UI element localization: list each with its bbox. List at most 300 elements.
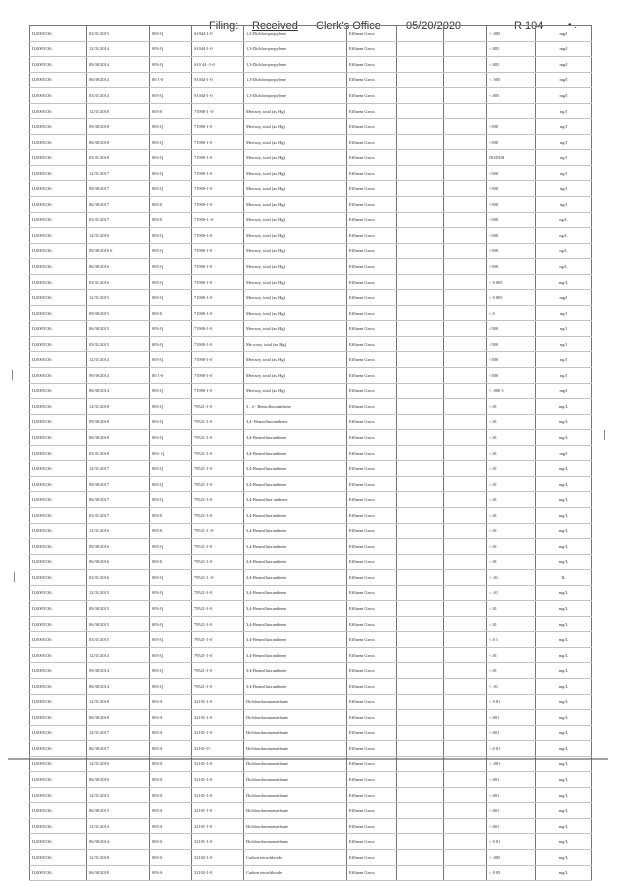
outfall-cell: 003-0 xyxy=(150,305,192,321)
monitoring-location-cell: Effluent Gross xyxy=(347,368,397,384)
permit-number-cell: IL0005136 xyxy=(30,570,87,586)
reported-value-cell: <.01 xyxy=(487,445,536,461)
monitoring-location-cell: Effluent Gross xyxy=(347,756,397,772)
parameter-code-cell: 71900-1-0 xyxy=(192,305,244,321)
permit-number-cell: IL0005136 xyxy=(30,352,87,368)
outfall-cell: 003-Q xyxy=(150,461,192,477)
permit-number-cell: IL0005136 xyxy=(30,476,87,492)
units-cell: mg/L xyxy=(536,632,592,648)
monitoring-location-cell: Effluent Gross xyxy=(347,849,397,865)
reported-value-cell: <500 xyxy=(487,165,536,181)
outfall-cell: 00 1-0 xyxy=(150,368,192,384)
parameter-code-cell: 32101-1-0 xyxy=(192,834,244,850)
parameter-name-cell: Mercury, total (as Hg) xyxy=(244,150,347,166)
blank-column-a-cell xyxy=(397,243,444,259)
permit-number-cell: IL0005136 xyxy=(30,818,87,834)
reported-value-cell: <.01 xyxy=(487,507,536,523)
parameter-name-cell: 1,3-Dichloropropylene xyxy=(244,88,347,104)
parameter-name-cell: Mercury, total (as Hg) xyxy=(244,321,347,337)
monitoring-location-cell: Effluent Gross xyxy=(347,492,397,508)
monitoring-location-cell: Effluent Gross xyxy=(347,228,397,244)
outfall-cell: 003-S xyxy=(150,865,192,881)
units-cell: mg/l xyxy=(536,445,592,461)
parameter-name-cell: Mercury, total (as Hg) xyxy=(244,290,347,306)
reported-value-cell: <500 xyxy=(487,336,536,352)
permit-number-cell: IL0005136 xyxy=(30,647,87,663)
monitoring-period-end-cell: 06/30/2018 xyxy=(87,134,150,150)
reported-value-cell: <.01 xyxy=(487,647,536,663)
parameter-name-cell: Mercury, total (as Hg) xyxy=(244,165,347,181)
reported-value-cell: <.001 xyxy=(487,725,536,741)
permit-number-cell: IL0005136 xyxy=(30,399,87,415)
table-row xyxy=(30,383,592,399)
monitoring-location-cell: Effluent Gross xyxy=(347,585,397,601)
blank-column-a-cell xyxy=(397,399,444,415)
parameter-code-cell: 71900-1-0 xyxy=(192,368,244,384)
reported-value-cell: < .01 xyxy=(487,570,536,586)
monitoring-period-end-cell: 09/30/2016 6 xyxy=(87,243,150,259)
monitoring-location-cell: Effluent Gross xyxy=(347,41,397,57)
blank-column-a-cell xyxy=(397,430,444,446)
table-row xyxy=(30,710,592,726)
permit-number-cell: IL0005136 xyxy=(30,274,87,290)
permit-number-cell: IL0005136 xyxy=(30,787,87,803)
parameter-name-cell: Mercury, total (as Hg) xyxy=(244,305,347,321)
table-row xyxy=(30,134,592,150)
outfall-cell: 003-0 xyxy=(150,212,192,228)
reported-value-cell: <.005 xyxy=(487,88,536,104)
parameter-code-cell: 79521-1-0 xyxy=(192,539,244,555)
monitoring-location-cell: Effluent Gross xyxy=(347,399,397,415)
units-cell: ng/l xyxy=(536,134,592,150)
table-row xyxy=(30,181,592,197)
monitoring-period-end-cell: 06/30/2014 xyxy=(87,72,150,88)
blank-column-a-cell xyxy=(397,119,444,135)
outfall-cell: 003-Q xyxy=(150,632,192,648)
reported-value-cell: <.001 xyxy=(487,787,536,803)
blank-column-b-cell xyxy=(444,741,487,757)
monitoring-period-end-cell: 12/31/2017 xyxy=(87,165,150,181)
parameter-code-cell: 79521-1-0 xyxy=(192,445,244,461)
parameter-code-cell: 32101-1-0 xyxy=(192,756,244,772)
parameter-code-cell: 79521-1-0 xyxy=(192,554,244,570)
parameter-name-cell: Mercury, total (as Hg) xyxy=(244,368,347,384)
outfall-cell: 003-Q xyxy=(150,601,192,617)
reported-value-cell: <.001 xyxy=(487,710,536,726)
monitoring-period-end-cell: 12/31/2016 xyxy=(87,228,150,244)
monitoring-period-end-cell: 12/31/2017 xyxy=(87,725,150,741)
table-row xyxy=(30,165,592,181)
parameter-code-cell: 32101-1-0 xyxy=(192,725,244,741)
blank-column-b-cell xyxy=(444,243,487,259)
blank-column-b-cell xyxy=(444,554,487,570)
monitoring-period-end-cell: 03/31/2015 xyxy=(87,336,150,352)
monitoring-location-cell: Effluent Gross xyxy=(347,259,397,275)
parameter-name-cell: Dichlorobromomethane xyxy=(244,741,347,757)
monitoring-location-cell: Effluent Gross xyxy=(347,352,397,368)
blank-column-b-cell xyxy=(444,507,487,523)
table-row xyxy=(30,243,592,259)
monitoring-location-cell: Effluent Gross xyxy=(347,150,397,166)
blank-column-a-cell xyxy=(397,647,444,663)
monitoring-period-end-cell: 06/30/2018 xyxy=(87,710,150,726)
permit-number-cell: IL0005136 xyxy=(30,134,87,150)
monitoring-location-cell: Effluent Gross xyxy=(347,57,397,73)
monitoring-period-end-cell: 09/30/2015 xyxy=(87,601,150,617)
table-row xyxy=(30,41,592,57)
blank-column-a-cell xyxy=(397,259,444,275)
blank-column-b-cell xyxy=(444,585,487,601)
monitoring-location-cell: Effluent Gross xyxy=(347,336,397,352)
blank-column-a-cell xyxy=(397,632,444,648)
monitoring-period-end-cell: 12/31/2015 xyxy=(87,585,150,601)
blank-column-a-cell xyxy=(397,305,444,321)
reported-value-cell: <.0 1 xyxy=(487,632,536,648)
table-row xyxy=(30,72,592,88)
blank-column-b-cell xyxy=(444,336,487,352)
monitoring-location-cell: Effluent Gross xyxy=(347,741,397,757)
parameter-code-cell: S1044-1-0 xyxy=(192,88,244,104)
table-row xyxy=(30,849,592,865)
units-cell: ng/L xyxy=(536,212,592,228)
blank-column-b-cell xyxy=(444,197,487,213)
units-cell: mg/L xyxy=(536,787,592,803)
parameter-code-cell: 32101-1-0 xyxy=(192,694,244,710)
blank-column-a-cell xyxy=(397,290,444,306)
permit-number-cell: IL0005136 xyxy=(30,694,87,710)
permit-number-cell: IL0005136 xyxy=(30,368,87,384)
parameter-name-cell: 3,4-Benzofluoranthene xyxy=(244,476,347,492)
monitoring-period-end-cell: 06/30/2018 xyxy=(87,430,150,446)
parameter-name-cell: 3,4-Benzofluoranthene xyxy=(244,570,347,586)
units-cell: mg/L xyxy=(536,616,592,632)
scan-edge-mark xyxy=(604,430,608,440)
blank-column-a-cell xyxy=(397,694,444,710)
blank-column-a-cell xyxy=(397,41,444,57)
parameter-code-cell: 32101-1-0 xyxy=(192,710,244,726)
permit-number-cell: IL0005136 xyxy=(30,228,87,244)
units-cell: mg/L xyxy=(536,694,592,710)
blank-column-a-cell xyxy=(397,165,444,181)
table-row xyxy=(30,741,592,757)
monitoring-period-end-cell: 06/30/2014 xyxy=(87,383,150,399)
parameter-code-cell: 79521-1 -0 xyxy=(192,570,244,586)
table-row xyxy=(30,445,592,461)
blank-column-b-cell xyxy=(444,134,487,150)
units-cell: ng/l xyxy=(536,352,592,368)
parameter-code-cell: 79521-1-0 xyxy=(192,430,244,446)
table-row xyxy=(30,585,592,601)
parameter-code-cell: 32102-1-0 xyxy=(192,849,244,865)
parameter-code-cell: 32101-1-0 xyxy=(192,772,244,788)
reported-value-cell: <.01 xyxy=(487,539,536,555)
parameter-name-cell: Mercury, total (as Hg) xyxy=(244,119,347,135)
blank-column-a-cell xyxy=(397,507,444,523)
outfall-cell: 003-Q xyxy=(150,570,192,586)
monitoring-location-cell: Effluent Gross xyxy=(347,72,397,88)
blank-column-b-cell xyxy=(444,678,487,694)
monitoring-period-end-cell: 09/30/2017 xyxy=(87,476,150,492)
parameter-code-cell: 71900-1-0 xyxy=(192,321,244,337)
monitoring-period-end-cell: 09/30/2015 xyxy=(87,305,150,321)
monitoring-period-end-cell: 12/31/2016 xyxy=(87,756,150,772)
outfall-cell: 003-Q xyxy=(150,352,192,368)
outfall-cell: 003-Q xyxy=(150,88,192,104)
blank-column-a-cell xyxy=(397,834,444,850)
permit-number-cell: IL0005136 xyxy=(30,336,87,352)
monitoring-location-cell: Effluent Gross xyxy=(347,445,397,461)
parameter-name-cell: Mercury, total (as Hg) xyxy=(244,274,347,290)
blank-column-a-cell xyxy=(397,492,444,508)
table-row xyxy=(30,694,592,710)
units-cell: mg/L xyxy=(536,818,592,834)
monitoring-period-end-cell: 12/31/2015 xyxy=(87,787,150,803)
permit-number-cell: IL0005136 xyxy=(30,601,87,617)
blank-column-a-cell xyxy=(397,476,444,492)
permit-number-cell: IL0005136 xyxy=(30,414,87,430)
reported-value-cell: <500 xyxy=(487,228,536,244)
monitoring-location-cell: Effluent Gross xyxy=(347,678,397,694)
monitoring-location-cell: Effluent Gross xyxy=(347,601,397,617)
parameter-name-cell: Carbon tetrachloride xyxy=(244,849,347,865)
table-row xyxy=(30,150,592,166)
reported-value-cell: <500 xyxy=(487,181,536,197)
data-table xyxy=(29,25,592,881)
permit-number-cell: IL0005136 xyxy=(30,678,87,694)
monitoring-period-end-cell: 06/30/2016 xyxy=(87,772,150,788)
monitoring-location-cell: Effluent Gross xyxy=(347,274,397,290)
page-reference: R 104 xyxy=(514,20,544,32)
permit-number-cell: IL0005136 xyxy=(30,585,87,601)
units-cell: mg/l xyxy=(536,383,592,399)
parameter-code-cell: 79521-1-0 xyxy=(192,632,244,648)
outfall-cell: 003-Q xyxy=(150,476,192,492)
outfall-cell: 003-Q xyxy=(150,399,192,415)
units-cell: mg/L xyxy=(536,414,592,430)
units-cell: mg/l xyxy=(536,26,592,42)
units-cell: mg/L xyxy=(536,507,592,523)
blank-column-a-cell xyxy=(397,678,444,694)
parameter-name-cell: Mercury, total (as Hg) xyxy=(244,197,347,213)
permit-number-cell: IL0005136 xyxy=(30,725,87,741)
reported-value-cell: < 0 005 xyxy=(487,290,536,306)
monitoring-period-end-cell: 06/30/2014 xyxy=(87,678,150,694)
blank-column-a-cell xyxy=(397,352,444,368)
blank-column-a-cell xyxy=(397,134,444,150)
scan-artifact-line xyxy=(8,758,608,760)
blank-column-b-cell xyxy=(444,274,487,290)
parameter-code-cell: 71900-1-0 xyxy=(192,228,244,244)
parameter-name-cell: Mercury, total (as Hg) xyxy=(244,383,347,399)
parameter-code-cell: 71900-1-0 xyxy=(192,259,244,275)
units-cell: mg/L xyxy=(536,772,592,788)
outfall-cell: 003-Q xyxy=(150,259,192,275)
blank-column-a-cell xyxy=(397,772,444,788)
permit-number-cell: IL0005136 xyxy=(30,103,87,119)
table-row xyxy=(30,865,592,881)
parameter-code-cell: S1044-1-0 xyxy=(192,72,244,88)
parameter-name-cell: Mercury, total (as Hg) xyxy=(244,259,347,275)
table-row xyxy=(30,197,592,213)
units-cell: ng/l xyxy=(536,305,592,321)
outfall-cell: 003-S xyxy=(150,741,192,757)
units-cell: mg/L xyxy=(536,399,592,415)
parameter-code-cell: 79521-1-0 xyxy=(192,461,244,477)
outfall-cell: 003-Q xyxy=(150,119,192,135)
blank-column-a-cell xyxy=(397,865,444,881)
units-cell: mg/l xyxy=(536,72,592,88)
outfall-cell: 003-Q xyxy=(150,678,192,694)
outfall-cell: 003-Q xyxy=(150,228,192,244)
monitoring-period-end-cell: 12/31/2014 xyxy=(87,352,150,368)
blank-column-b-cell xyxy=(444,523,487,539)
blank-column-a-cell xyxy=(397,803,444,819)
monitoring-location-cell: Effluent Gross xyxy=(347,694,397,710)
reported-value-cell: <500 xyxy=(487,212,536,228)
monitoring-location-cell: Effluent Gross xyxy=(347,88,397,104)
blank-column-a-cell xyxy=(397,274,444,290)
parameter-name-cell: Carbon tetrachloride xyxy=(244,865,347,881)
parameter-name-cell: 3,4-Benzofluoranthene xyxy=(244,616,347,632)
permit-number-cell: IL0005136 xyxy=(30,523,87,539)
reported-value-cell: < .000 5 xyxy=(487,383,536,399)
table-row xyxy=(30,103,592,119)
permit-number-cell: IL0005136 xyxy=(30,616,87,632)
monitoring-location-cell: Effluent Gross xyxy=(347,181,397,197)
parameter-name-cell: Dichlorobromomethane xyxy=(244,772,347,788)
monitoring-period-end-cell: 06/30/2018 xyxy=(87,865,150,881)
blank-column-b-cell xyxy=(444,368,487,384)
reported-value-cell: <500 xyxy=(487,197,536,213)
units-cell: mg/l xyxy=(536,88,592,104)
monitoring-period-end-cell: 06/30/2017 xyxy=(87,197,150,213)
permit-number-cell: IL0005136 xyxy=(30,539,87,555)
blank-column-a-cell xyxy=(397,523,444,539)
outfall-cell: 003-Q xyxy=(150,41,192,57)
permit-number-cell: IL0005136 xyxy=(30,72,87,88)
parameter-code-cell: 71908-1 -0 xyxy=(192,103,244,119)
monitoring-location-cell: Effluent Gross xyxy=(347,305,397,321)
outfall-cell: 00 1-0 xyxy=(150,72,192,88)
parameter-code-cell: 79521-1-0 xyxy=(192,616,244,632)
monitoring-period-end-cell: 06/30/2017 xyxy=(87,492,150,508)
monitoring-location-cell: Effluent Gross xyxy=(347,539,397,555)
reported-value-cell: <500 xyxy=(487,119,536,135)
parameter-code-cell: 32102-1-0 xyxy=(192,865,244,881)
parameter-name-cell: Dichlorobromomethane xyxy=(244,725,347,741)
parameter-code-cell: S1044-1-0 xyxy=(192,41,244,57)
permit-number-cell: IL0005136 xyxy=(30,663,87,679)
reported-value-cell: NODI:B xyxy=(487,150,536,166)
monitoring-location-cell: Effluent Gross xyxy=(347,507,397,523)
parameter-name-cell: 3,4-Benzofluoranthene xyxy=(244,632,347,648)
parameter-name-cell: Mercury, total (as Hg) xyxy=(244,134,347,150)
monitoring-period-end-cell: 06/30/2015 xyxy=(87,803,150,819)
table-row xyxy=(30,228,592,244)
table-row xyxy=(30,461,592,477)
blank-column-b-cell xyxy=(444,228,487,244)
table-row xyxy=(30,430,592,446)
permit-number-cell: IL0005136 xyxy=(30,26,87,42)
reported-value-cell: <.01 xyxy=(487,663,536,679)
blank-column-b-cell xyxy=(444,725,487,741)
outfall-cell: 003-S xyxy=(150,725,192,741)
outfall-cell: 003-0 xyxy=(150,197,192,213)
parameter-code-cell: 71900-1-0 xyxy=(192,336,244,352)
table-row xyxy=(30,601,592,617)
table-row xyxy=(30,523,592,539)
permit-number-cell: IL0005136 xyxy=(30,165,87,181)
parameter-code-cell: 71900-1 -0 xyxy=(192,212,244,228)
parameter-code-cell: 71900-1-0 xyxy=(192,383,244,399)
units-cell: mg/L xyxy=(536,678,592,694)
parameter-code-cell: 71900-1-0 xyxy=(192,181,244,197)
table-row xyxy=(30,647,592,663)
units-cell: ng/l xyxy=(536,165,592,181)
monitoring-location-cell: Effluent Gross xyxy=(347,165,397,181)
table-row xyxy=(30,368,592,384)
parameter-code-cell: 32101-1-0 xyxy=(192,787,244,803)
outfall-cell: 003-Q xyxy=(150,336,192,352)
blank-column-b-cell xyxy=(444,663,487,679)
reported-value-cell: <.01 xyxy=(487,399,536,415)
blank-column-b-cell xyxy=(444,865,487,881)
blank-column-a-cell xyxy=(397,849,444,865)
parameter-code-cell: 71900-1-0 xyxy=(192,290,244,306)
table-row xyxy=(30,26,592,42)
blank-column-b-cell xyxy=(444,849,487,865)
monitoring-location-cell: Effluent Gross xyxy=(347,865,397,881)
monitoring-location-cell: Effluent Gross xyxy=(347,321,397,337)
blank-column-b-cell xyxy=(444,212,487,228)
reported-value-cell: <.01 xyxy=(487,601,536,617)
parameter-code-cell: 71900-1-0 xyxy=(192,197,244,213)
permit-number-cell: IL0005136 xyxy=(30,119,87,135)
permit-number-cell: IL0005136 xyxy=(30,803,87,819)
monitoring-period-end-cell: 03/31/2016 xyxy=(87,570,150,586)
monitoring-location-cell: Effluent Gross xyxy=(347,570,397,586)
table-row xyxy=(30,834,592,850)
outfall-cell: 003-Q xyxy=(150,414,192,430)
units-cell: mg/l xyxy=(536,290,592,306)
blank-column-a-cell xyxy=(397,554,444,570)
table-row xyxy=(30,772,592,788)
parameter-name-cell: 3 , 4 - Benzofluoranthene xyxy=(244,399,347,415)
monitoring-location-cell: Effluent Gross xyxy=(347,772,397,788)
outfall-cell: 003-Q xyxy=(150,492,192,508)
reported-value-cell: <500 xyxy=(487,259,536,275)
reported-value-cell: <500 xyxy=(487,134,536,150)
units-cell: mg/L xyxy=(536,539,592,555)
blank-column-b-cell xyxy=(444,632,487,648)
monitoring-period-end-cell: 03/31/2017 xyxy=(87,507,150,523)
blank-column-a-cell xyxy=(397,414,444,430)
blank-column-a-cell xyxy=(397,321,444,337)
units-cell: ng/L xyxy=(536,259,592,275)
office-label: Clerk's Office xyxy=(316,20,381,32)
units-cell: mg/L xyxy=(536,461,592,477)
monitoring-period-end-cell: 09/30/2014 xyxy=(87,57,150,73)
monitoring-period-end-cell: 09/30/2017 xyxy=(87,181,150,197)
permit-number-cell: IL0005136 xyxy=(30,259,87,275)
units-cell: ng/l xyxy=(536,197,592,213)
blank-column-b-cell xyxy=(444,305,487,321)
table-row xyxy=(30,57,592,73)
monitoring-location-cell: Effluent Gross xyxy=(347,383,397,399)
outfall-cell: 003-Q xyxy=(150,321,192,337)
permit-number-cell: IL0005136 xyxy=(30,554,87,570)
table-row xyxy=(30,539,592,555)
